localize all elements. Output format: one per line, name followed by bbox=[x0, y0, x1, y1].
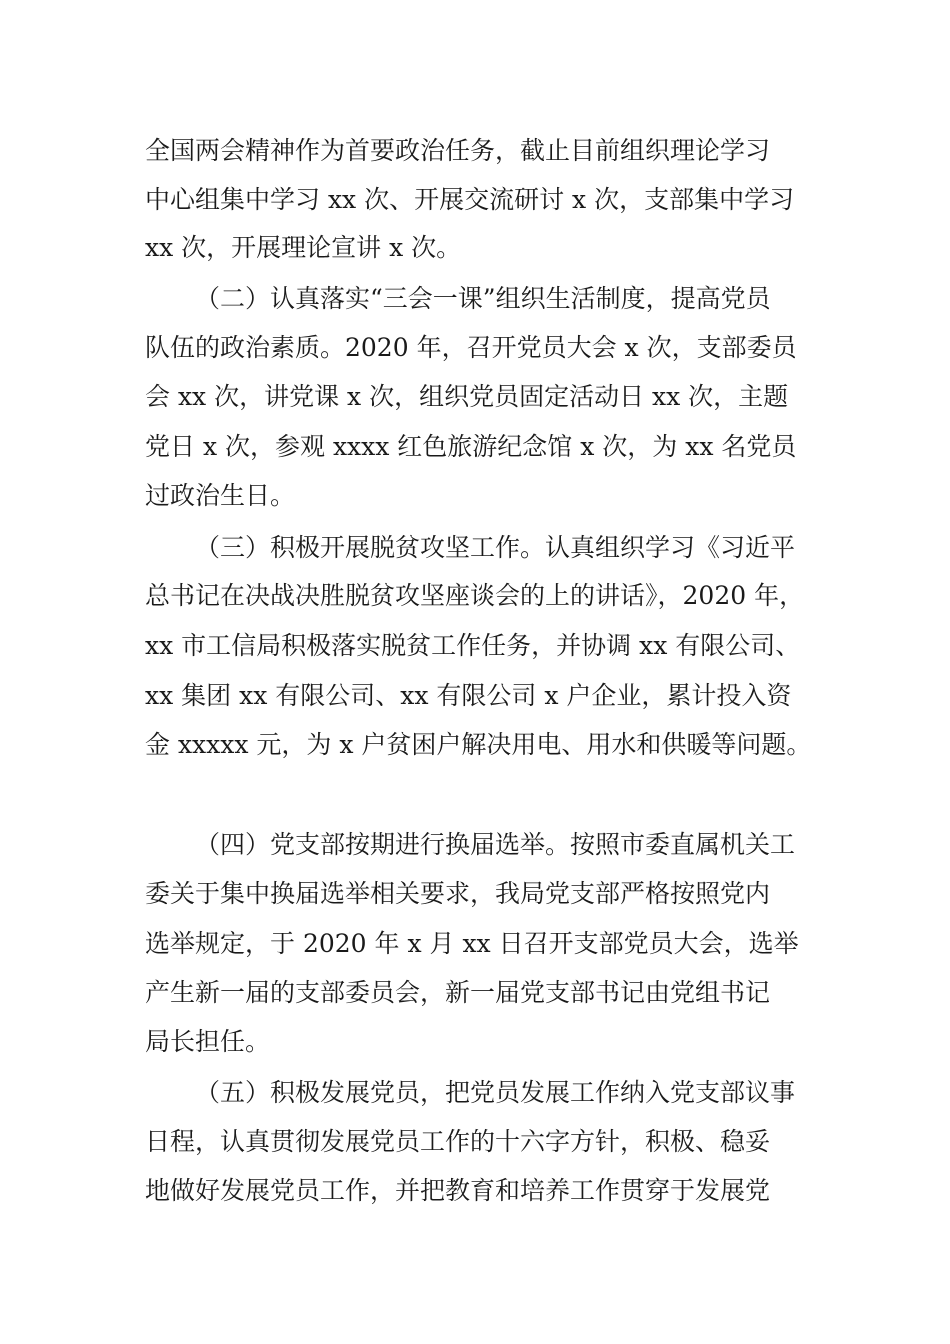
text-line: 日程，认真贯彻发展党员工作的十六字方针，积极、稳妥 bbox=[145, 1127, 771, 1156]
text-line: 中心组集中学习 xx 次、开展交流研讨 x 次，支部集中学习 bbox=[145, 185, 795, 214]
text-line: 总书记在决战决胜脱贫攻坚座谈会的上的讲话》，2020 年， bbox=[145, 581, 805, 610]
text-line: 委关于集中换届选举相关要求，我局党支部严格按照党内 bbox=[145, 879, 771, 908]
text-line: 队伍的政治素质。2020 年，召开党员大会 x 次，支部委员 bbox=[145, 333, 797, 362]
text-line: 党日 x 次，参观 xxxx 红色旅游纪念馆 x 次，为 xx 名党员 bbox=[145, 432, 797, 461]
text-line: xx 次，开展理论宣讲 x 次。 bbox=[145, 233, 462, 262]
text-line: 地做好发展党员工作，并把教育和培养工作贯穿于发展党 bbox=[145, 1176, 771, 1205]
text-line: xx 市工信局积极落实脱贫工作任务，并协调 xx 有限公司、 bbox=[145, 631, 801, 660]
text-line: 局长担任。 bbox=[145, 1027, 271, 1056]
text-line: 产生新一届的支部委员会，新一届党支部书记由党组书记 bbox=[145, 978, 771, 1007]
text-line: 金 xxxxx 元，为 x 户贫困户解决用电、用水和供暖等问题。 bbox=[145, 730, 812, 759]
text-line: 选举规定，于 2020 年 x 月 xx 日召开支部党员大会，选举 bbox=[145, 929, 799, 958]
text-line: （三）积极开展脱贫攻坚工作。认真组织学习《习近平 bbox=[195, 533, 796, 562]
text-line: 会 xx 次，讲党课 x 次，组织党员固定活动日 xx 次，主题 bbox=[145, 382, 789, 411]
text-line: （四）党支部按期进行换届选举。按照市委直属机关工 bbox=[195, 830, 796, 859]
text-line: （五）积极发展党员，把党员发展工作纳入党支部议事 bbox=[195, 1078, 796, 1107]
text-line: 过政治生日。 bbox=[145, 481, 296, 510]
text-line: （二）认真落实“三会一课”组织生活制度，提高党员 bbox=[195, 284, 771, 313]
text-line: xx 集团 xx 有限公司、xx 有限公司 x 户企业，累计投入资 bbox=[145, 681, 792, 710]
text-line: 全国两会精神作为首要政治任务，截止目前组织理论学习 bbox=[145, 136, 771, 165]
